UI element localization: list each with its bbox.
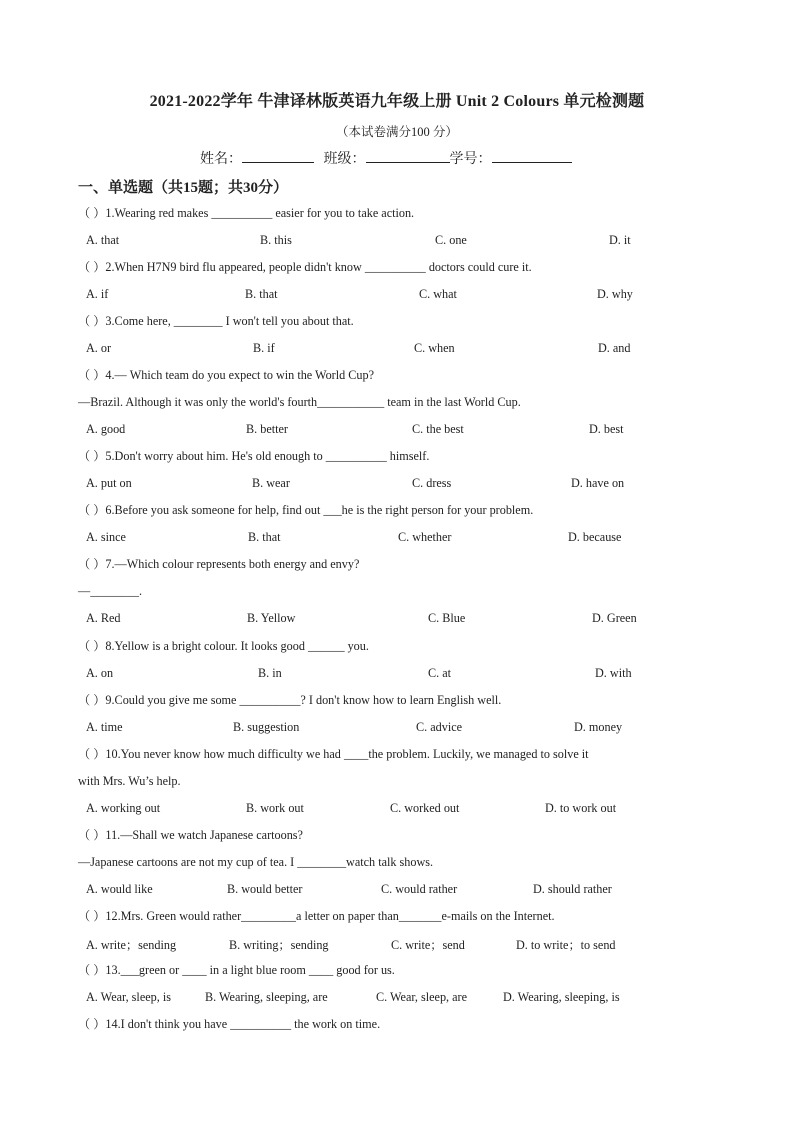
option-b: B. that (248, 530, 281, 544)
option-a: A. Wear, sleep, is (86, 990, 171, 1004)
option-d: D. to write；to send (516, 938, 616, 952)
option-c: C. when (414, 341, 455, 355)
option-d: D. to work out (545, 801, 617, 815)
option-c: C. write；send (391, 938, 465, 952)
page-title: 2021-2022学年 牛津译林版英语九年级上册 Unit 2 Colours 单元检测题 (149, 93, 645, 110)
option-c: C. the best (412, 422, 464, 436)
option-b: B. writing；sending (229, 938, 329, 952)
question-continuation: with Mrs. Wu’s help. (78, 774, 181, 788)
option-b: B. suggestion (233, 720, 300, 734)
id-blank[interactable] (492, 148, 572, 163)
option-b: B. if (253, 341, 275, 355)
option-c: C. whether (398, 530, 452, 544)
option-d: D. why (597, 287, 633, 301)
option-a: A. on (86, 666, 114, 680)
id-label: 学号： (449, 152, 492, 167)
option-b: B. better (246, 422, 288, 436)
option-d: D. Wearing, sleeping, is (503, 990, 620, 1004)
option-a: A. time (86, 720, 123, 734)
option-c: C. Blue (428, 611, 466, 625)
option-d: D. it (609, 233, 631, 247)
option-b: B. Yellow (247, 611, 296, 625)
page-subtitle: （本试卷满分100 分） (336, 125, 458, 139)
name-blank[interactable] (242, 148, 314, 163)
option-a: A. Red (86, 611, 121, 625)
option-b: B. this (260, 233, 292, 247)
question-stem: （ ）13.___green or ____ in a light blue room ____ good for us. (78, 963, 395, 977)
option-b: B. that (245, 287, 278, 301)
option-d: D. money (574, 720, 623, 734)
section-heading: 一、单选题（共15题；共30分） (78, 180, 289, 196)
option-d: D. best (589, 422, 624, 436)
question-stem: （ ）12.Mrs. Green would rather_________a letter on paper than_______e-mails on the Internet. (78, 909, 555, 923)
option-d: D. because (568, 530, 622, 544)
option-a: A. or (86, 341, 112, 355)
option-d: D. Green (592, 611, 637, 625)
student-info-row (200, 148, 572, 168)
option-c: C. one (435, 233, 467, 247)
question-stem: （ ）11.—Shall we watch Japanese cartoons? (78, 828, 303, 842)
option-c: C. Wear, sleep, are (376, 990, 468, 1004)
option-d: D. with (595, 666, 632, 680)
option-d: D. should rather (533, 882, 612, 896)
option-c: C. would rather (381, 882, 458, 896)
option-a: A. write；sending (86, 938, 177, 952)
option-b: B. in (258, 666, 282, 680)
question-continuation: —Japanese cartoons are not my cup of tea. I ________watch talk shows. (78, 855, 434, 869)
question-stem: （ ）8.Yellow is a bright colour. It looks good ______ you. (78, 639, 369, 653)
option-b: B. work out (246, 801, 304, 815)
question-stem: （ ）9.Could you give me some __________? I don't know how to learn English well. (78, 693, 502, 707)
option-b: B. Wearing, sleeping, are (205, 990, 328, 1004)
option-b: B. would better (227, 882, 303, 896)
question-stem: （ ）5.Don't worry about him. He's old enough to __________ himself. (78, 449, 430, 463)
class-label: 班级： (323, 152, 366, 167)
question-stem: （ ）3.Come here, ________ I won't tell you about that. (78, 314, 354, 328)
question-stem: （ ）14.I don't think you have __________ the work on time. (78, 1017, 381, 1031)
question-continuation: —Brazil. Although it was only the world's fourth___________ team in the last World Cup. (78, 395, 521, 409)
option-a: A. put on (86, 476, 132, 490)
class-blank[interactable] (366, 148, 450, 163)
question-stem: （ ）7.—Which colour represents both energy and envy? (78, 557, 360, 571)
option-a: A. good (86, 422, 126, 436)
option-d: D. have on (571, 476, 625, 490)
option-d: D. and (598, 341, 631, 355)
option-c: C. worked out (390, 801, 460, 815)
question-continuation: —________. (78, 584, 142, 598)
option-c: C. at (428, 666, 452, 680)
question-stem: （ ）4.— Which team do you expect to win the World Cup? (78, 368, 374, 382)
option-c: C. what (419, 287, 457, 301)
question-stem: （ ）1.Wearing red makes __________ easier for you to take action. (78, 206, 415, 220)
option-a: A. working out (86, 801, 161, 815)
question-stem: （ ）2.When H7N9 bird flu appeared, people didn't know __________ doctors could cure it. (78, 260, 532, 274)
question-stem: （ ）10.You never know how much difficulty we had ____the problem. Luckily, we managed to solve it (78, 747, 589, 761)
question-stem: （ ）6.Before you ask someone for help, find out ___he is the right person for your problem. (78, 503, 534, 517)
name-label: 姓名： (200, 152, 242, 167)
option-c: C. advice (416, 720, 463, 734)
option-b: B. wear (252, 476, 290, 490)
option-c: C. dress (412, 476, 452, 490)
option-a: A. would like (86, 882, 153, 896)
option-a: A. if (86, 287, 109, 301)
option-a: A. since (86, 530, 126, 544)
option-a: A. that (86, 233, 120, 247)
